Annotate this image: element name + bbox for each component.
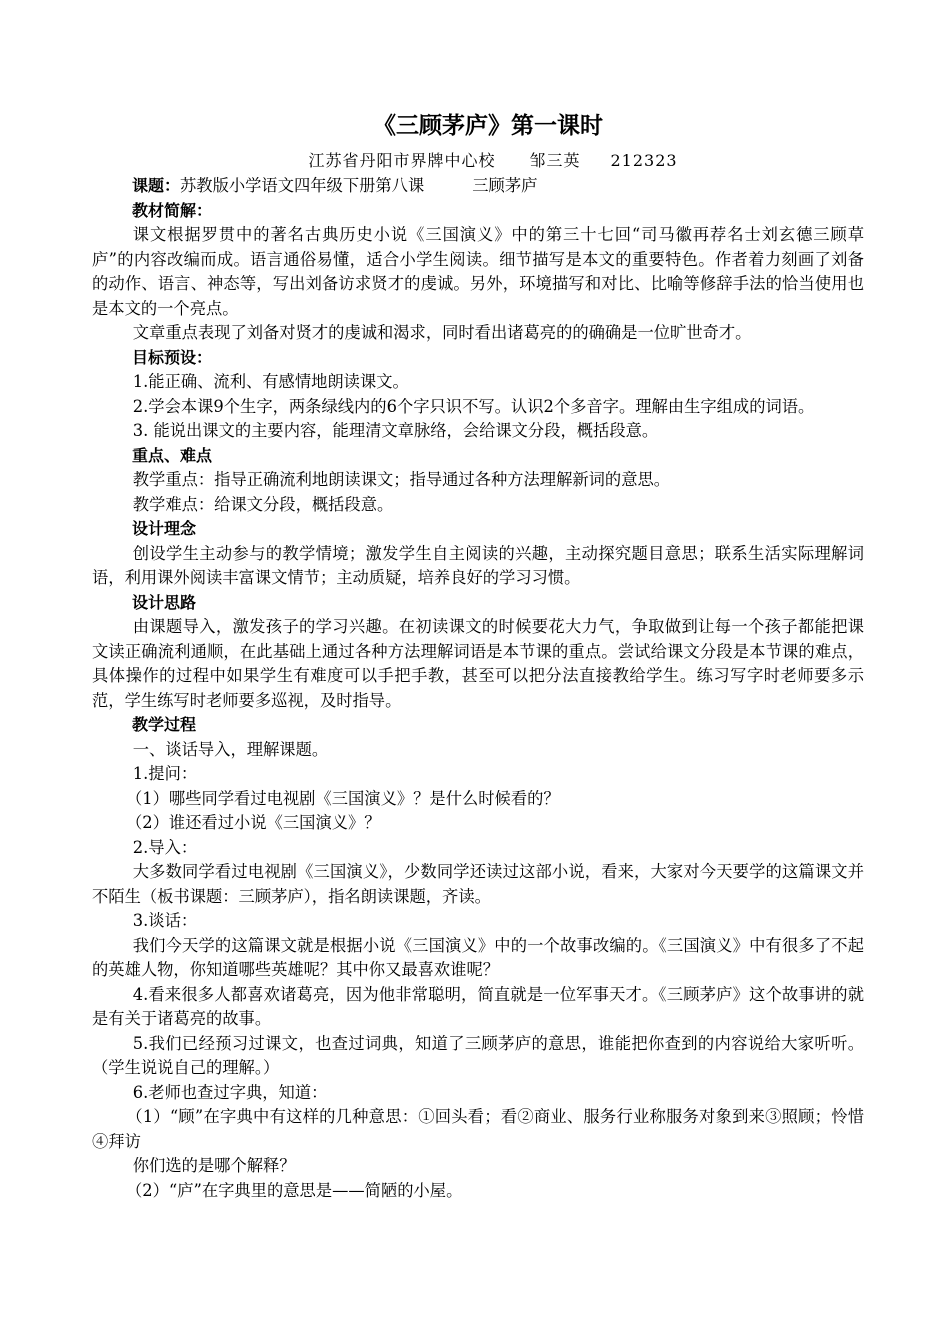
byline-school: 江苏省丹阳市界牌中心校: [308, 151, 496, 170]
process-which: 你们选的是哪个解释？: [132, 1156, 296, 1175]
process-item-6: 6.老师也查过字典，知道：: [132, 1082, 328, 1102]
focus-key: 教学重点：指导正确流利地朗读课文；指导通过各种方法理解新词的意思。: [132, 470, 671, 489]
byline: [92, 148, 864, 174]
focus-difficulty: 教学难点：给课文分段，概括段意。: [132, 494, 394, 514]
byline-code: 212323: [610, 151, 678, 170]
document-title: 《三顾茅庐》第一课时: [373, 113, 603, 139]
concept-heading: 设计理念: [132, 519, 197, 538]
document-page: [92, 108, 864, 1203]
process-section-1: 一、谈话导入，理解课题。: [132, 739, 329, 759]
material-paragraph-2: 文章重点表现了刘备对贤才的虔诚和渴求，同时看出诸葛亮的的确确是一位旷世奇才。: [132, 323, 752, 342]
focus-heading: 重点、难点: [132, 445, 213, 465]
goal-item-2: 2.学会本课9个生字，两条绿线内的6个字只识不写。认识2个多音字。理解由生字组成的词语。: [132, 396, 815, 416]
process-item-4: 4.看来很多人都喜欢诸葛亮，因为他非常聪明，简直就是一位军事天才。《三顾茅庐》这个故事讲的就是有关于诸葛亮的故事。: [92, 984, 864, 1028]
course-label: 课题：: [132, 176, 181, 195]
process-heading: 教学过程: [132, 715, 197, 734]
process-intro-text: 大多数同学看过电视剧《三国演义》，少数同学还读过这部小说，看来，大家对今天要学的这篇课文并不陌生（板书课题：三顾茅庐），指名朗读课题，齐读。: [92, 862, 864, 906]
material-heading: 教材简解：: [132, 200, 213, 220]
course-lesson: 三顾茅庐: [472, 176, 538, 195]
process-ask-label: 1.提问：: [132, 764, 198, 783]
approach-heading: 设计思路: [132, 592, 197, 612]
concept-text: 创设学生主动参与的教学情境；激发学生自主阅读的兴趣，主动探究题目意思；联系生活实际理解词语，利用课外阅读丰富课文情节；主动质疑，培养良好的学习习惯。: [92, 543, 864, 587]
process-ask-q1: （1）哪些同学看过电视剧《三国演义》？是什么时候看的？: [126, 788, 560, 808]
process-gu-meanings: （1）“顾”在字典中有这样的几种意思：①回头看；看②商业、服务行业称服务对象到来③照顾；怜惜④拜访: [92, 1107, 864, 1151]
process-talk-text: 我们今天学的这篇课文就是根据小说《三国演义》中的一个故事改编的。《三国演义》中有很多了不起的英雄人物，你知道哪些英雄呢？其中你又最喜欢谁呢？: [92, 935, 864, 979]
material-paragraph-1: 课文根据罗贯中的著名古典历史小说《三国演义》中的第三十七回“司马徽再荐名士刘玄德三顾草庐”的内容改编而成。语言通俗易懂，适合小学生阅读。细节描写是本文的重要特色。作者着力刻画了刘备的动作、语言、神态等，写出刘备访求贤才的虔诚。另外，环境描写和对比、比喻等修辞手法的恰当使用也是本文的一个亮点。: [92, 225, 864, 318]
process-item-5: 5.我们已经预习过课文，也查过词典，知道了三顾茅庐的意思，谁能把你查到的内容说给大家听听。（学生说说自己的理解。）: [92, 1033, 864, 1077]
course-textbook: 苏教版小学语文四年级下册第八课: [180, 176, 425, 195]
goal-item-1: 1.能正确、流利、有感情地朗读课文。: [132, 372, 409, 391]
goal-item-3: 3. 能说出课文的主要内容，能理清文章脉络，会给课文分段，概括段意。: [132, 421, 659, 440]
process-lu-meaning: （2）“庐”在字典里的意思是——简陋的小屋。: [126, 1180, 463, 1200]
goals-heading: 目标预设：: [132, 347, 213, 367]
byline-author: 邹三英: [529, 151, 581, 170]
course-line: [92, 174, 864, 199]
approach-text: 由课题导入，激发孩子的学习兴趣。在初读课文的时候要花大力气，争取做到让每一个孩子都能把课文读正确流利通顺，在此基础上通过各种方法理解词语是本节课的重点。尝试给课文分段是本节课的难点，具体操作的过程中如果学生有难度可以手把手教，甚至可以把分法直接教给学生。练习写字时老师要多示范，学生练写时老师要多巡视，及时指导。: [92, 617, 864, 710]
process-ask-q2: （2）谁还看过小说《三国演义》？: [126, 813, 381, 832]
process-talk-label: 3.谈话：: [132, 911, 198, 930]
process-intro-label: 2.导入：: [132, 837, 198, 857]
